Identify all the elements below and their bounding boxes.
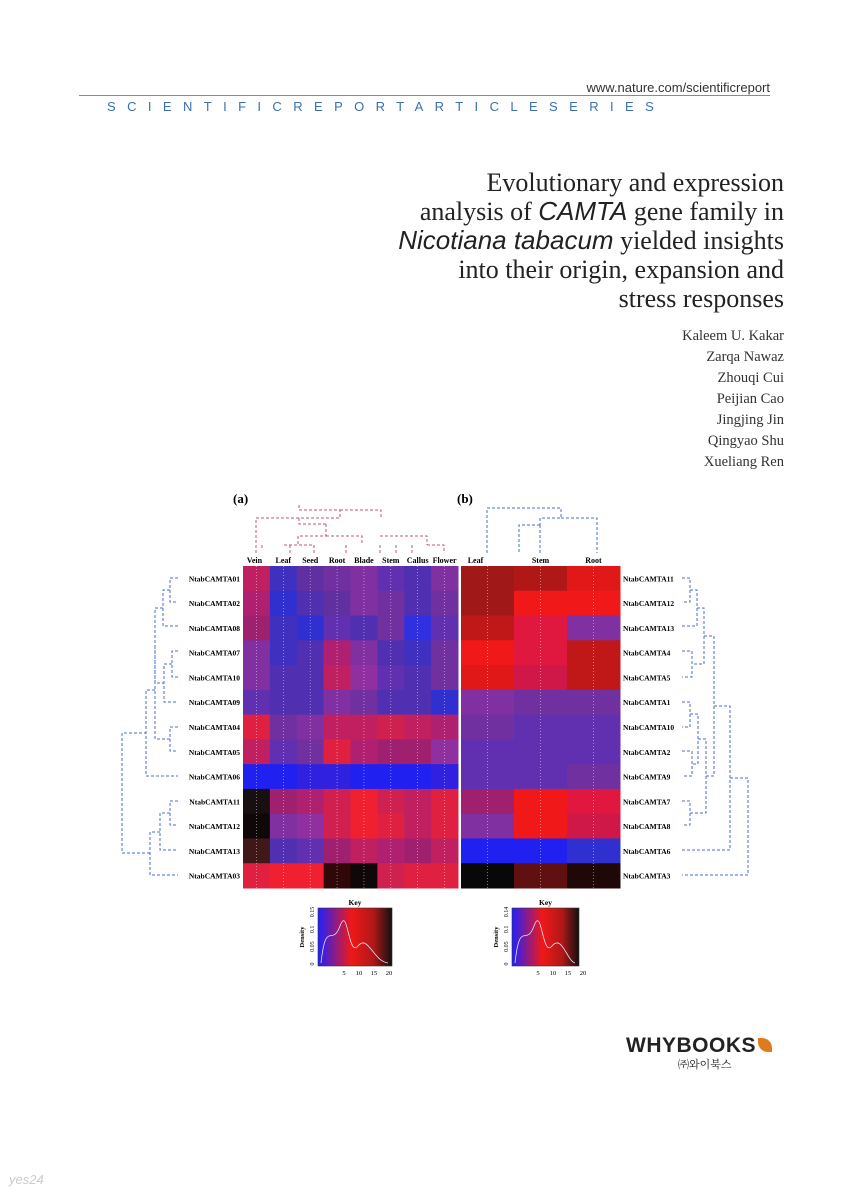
row-label-b: NtabCAMTA10 bbox=[623, 723, 675, 732]
journal-url[interactable]: www.nature.com/scientificreport bbox=[586, 80, 770, 95]
row-label-a: NtabCAMTA08 bbox=[188, 623, 240, 633]
heatmap-b-cell bbox=[514, 789, 568, 814]
column-label-b: Stem bbox=[531, 556, 550, 565]
heatmap-a-cell bbox=[351, 715, 378, 740]
dendrogram-left-a bbox=[170, 727, 178, 751]
key-xtick: 5 bbox=[342, 970, 346, 977]
heatmap-a-cell bbox=[243, 789, 270, 814]
row-label-b: NtabCAMTA3 bbox=[623, 871, 671, 881]
publisher-logo: WHYBOOKS ㈜와이북스 bbox=[626, 1034, 772, 1072]
row-label-b: NtabCAMTA7 bbox=[623, 797, 671, 807]
heatmap-b-cell bbox=[567, 814, 621, 839]
heatmap-a-cell bbox=[351, 616, 378, 641]
heatmap-b-cell bbox=[461, 814, 515, 839]
heatmap-b-cell bbox=[514, 715, 568, 740]
dendrogram-top-a bbox=[298, 524, 326, 545]
row-label-a: NtabCAMTA11 bbox=[189, 797, 240, 807]
dendrogram-right-b bbox=[682, 778, 748, 875]
row-label-a: NtabCAMTA12 bbox=[188, 822, 240, 832]
key-xtick: 20 bbox=[579, 970, 587, 977]
key-ytick: 0.05 bbox=[310, 941, 316, 952]
heatmap-a-cell bbox=[377, 789, 404, 814]
heatmap-b-cell bbox=[514, 814, 568, 839]
heatmap-b-cell bbox=[567, 616, 621, 641]
row-label-a: NtabCAMTA05 bbox=[188, 747, 240, 757]
column-label-a: Seed bbox=[302, 556, 319, 565]
dendrogram-top-a bbox=[346, 545, 380, 553]
title-line-3: Nicotiana tabacum yielded insights bbox=[398, 225, 784, 255]
heatmap-b-cell bbox=[567, 789, 621, 814]
column-label-a: Blade bbox=[354, 556, 374, 565]
dendrogram-top-b bbox=[561, 518, 597, 553]
row-label-b: NtabCAMTA9 bbox=[623, 772, 671, 782]
heatmap-a-cell bbox=[351, 814, 378, 839]
dendrogram-left-a bbox=[164, 664, 178, 702]
dendrogram-top-a bbox=[256, 503, 340, 553]
color-key-bar bbox=[318, 908, 392, 966]
row-label-b: NtabCAMTA12 bbox=[623, 599, 675, 609]
heatmap-a-cell bbox=[431, 616, 458, 641]
key-ytick: 0 bbox=[310, 962, 316, 966]
heatmap-a-cell bbox=[324, 715, 351, 740]
heatmap-a-cell bbox=[324, 690, 351, 715]
dendrogram-right-b bbox=[682, 578, 690, 602]
heatmap-a-cell bbox=[297, 616, 324, 641]
dendrogram-left-a bbox=[172, 651, 178, 677]
heatmap-a-cell bbox=[297, 715, 324, 740]
heatmap-a-cell bbox=[270, 715, 297, 740]
column-label-a: Flower bbox=[432, 556, 457, 565]
dendrogram-left-a bbox=[146, 690, 178, 776]
heatmap-a-cell bbox=[270, 616, 297, 641]
dendrogram-top-a bbox=[380, 536, 427, 545]
heatmap-a-cell bbox=[431, 814, 458, 839]
heatmap-a-cell bbox=[243, 814, 270, 839]
dendrogram-left-a bbox=[170, 801, 178, 825]
heatmap-a-cell bbox=[351, 789, 378, 814]
heatmap-a-cell bbox=[404, 591, 431, 616]
heatmap-a-cell bbox=[377, 616, 404, 641]
heatmap-a-cell bbox=[377, 814, 404, 839]
dendrogram-top-a bbox=[299, 518, 326, 524]
row-label-a: NtabCAMTA07 bbox=[188, 648, 240, 658]
row-label-a: NtabCAMTA02 bbox=[188, 599, 240, 609]
dendrogram-top-a bbox=[284, 545, 314, 553]
dendrogram-left-a bbox=[155, 645, 170, 739]
dendrogram-top-a bbox=[326, 536, 362, 545]
heatmap-a-cell bbox=[324, 616, 351, 641]
author: Zarqa Nawaz bbox=[706, 349, 784, 365]
heatmap-a-cell bbox=[377, 690, 404, 715]
row-label-b: NtabCAMTA11 bbox=[623, 574, 674, 584]
title-line-5: stress responses bbox=[618, 284, 784, 313]
row-label-a: NtabCAMTA06 bbox=[188, 772, 240, 782]
row-label-b: NtabCAMTA2 bbox=[623, 747, 671, 757]
row-label-a: NtabCAMTA13 bbox=[188, 846, 240, 856]
dendrogram-right-b bbox=[682, 702, 690, 727]
heatmap-a-cell bbox=[351, 690, 378, 715]
heatmap-a-cell bbox=[404, 814, 431, 839]
row-label-b: NtabCAMTA4 bbox=[623, 648, 671, 658]
panel-b-label: (b) bbox=[457, 491, 473, 506]
heatmap-a-cell bbox=[431, 690, 458, 715]
heatmap-a-cell bbox=[243, 690, 270, 715]
dendrogram-right-b bbox=[682, 751, 692, 776]
heatmap-b-cell bbox=[514, 690, 568, 715]
dendrogram-right-b bbox=[690, 739, 706, 813]
dendrogram-right-b bbox=[690, 714, 698, 764]
column-label-a: Vein bbox=[246, 556, 263, 565]
heatmap-a-cell bbox=[431, 591, 458, 616]
heatmap-a-cell bbox=[404, 789, 431, 814]
key-title: Key bbox=[539, 898, 552, 907]
column-label-a: Leaf bbox=[275, 556, 292, 565]
author: Kaleem U. Kakar bbox=[682, 328, 784, 344]
heatmap-a-cell bbox=[431, 789, 458, 814]
dendrogram-right-b bbox=[692, 608, 704, 664]
key-xtick: 20 bbox=[385, 970, 393, 977]
heatmap-a-cell bbox=[297, 591, 324, 616]
row-label-b: NtabCAMTA6 bbox=[623, 846, 671, 856]
dendrogram-top-a bbox=[396, 545, 444, 553]
row-label-b: NtabCAMTA5 bbox=[623, 673, 671, 683]
key-ytick: 0.14 bbox=[504, 906, 510, 918]
key-title: Key bbox=[348, 898, 362, 907]
heatmap-b-cell bbox=[461, 616, 515, 641]
heatmap-a-cell bbox=[404, 690, 431, 715]
heatmap-a-cell bbox=[297, 690, 324, 715]
heatmap-a-cell bbox=[377, 591, 404, 616]
column-label-b: Root bbox=[585, 556, 602, 565]
heatmap-a-cell bbox=[243, 591, 270, 616]
heatmap-a-cell bbox=[431, 715, 458, 740]
dendrogram-top-b bbox=[519, 525, 540, 553]
column-label-b: Leaf bbox=[467, 556, 484, 565]
heatmap-a-cell bbox=[297, 789, 324, 814]
row-label-b: NtabCAMTA8 bbox=[623, 822, 671, 832]
row-label-a: NtabCAMTA03 bbox=[188, 871, 240, 881]
row-label-b: NtabCAMTA13 bbox=[623, 623, 675, 633]
title-line-2: analysis of CAMTA gene family in bbox=[419, 196, 784, 226]
author: Xueliang Ren bbox=[703, 454, 784, 470]
dendrogram-top-b bbox=[487, 508, 561, 553]
dendrogram-left-a bbox=[160, 813, 178, 850]
heatmap-b-cell bbox=[461, 715, 515, 740]
dendrogram-right-b bbox=[682, 651, 692, 677]
heatmap-a-cell bbox=[324, 789, 351, 814]
key-ytick: 0.1 bbox=[504, 925, 510, 934]
key-xtick: 10 bbox=[355, 970, 363, 977]
key-ytick: 0.1 bbox=[310, 925, 316, 934]
heatmap-a-cell bbox=[377, 715, 404, 740]
dendrogram-top-a bbox=[340, 510, 381, 518]
heatmap-b-cell bbox=[461, 591, 515, 616]
key-xtick: 10 bbox=[549, 970, 557, 977]
swoosh-icon bbox=[758, 1038, 772, 1052]
row-label-a: NtabCAMTA04 bbox=[188, 723, 240, 732]
key-ylabel: Density bbox=[299, 926, 306, 948]
heatmap-a-cell bbox=[270, 814, 297, 839]
dendrogram-left-a bbox=[170, 578, 178, 602]
key-xtick: 15 bbox=[564, 970, 572, 977]
dendrogram-right-b bbox=[682, 801, 690, 825]
heatmap-b-cell bbox=[461, 789, 515, 814]
author: Zhouqi Cui bbox=[717, 370, 784, 386]
heatmap-a-cell bbox=[270, 690, 297, 715]
key-ytick: 0 bbox=[504, 962, 510, 966]
heatmap-a-cell bbox=[243, 616, 270, 641]
heatmap-a-cell bbox=[243, 715, 270, 740]
row-label-a: NtabCAMTA01 bbox=[188, 574, 240, 584]
heatmap-a-cell bbox=[324, 591, 351, 616]
key-ytick: 0.15 bbox=[310, 906, 316, 918]
dendrogram-left-a bbox=[150, 832, 178, 875]
author: Qingyao Shu bbox=[707, 433, 784, 449]
heatmap-b-cell bbox=[567, 715, 621, 740]
heatmap-a-cell bbox=[270, 789, 297, 814]
row-label-b: NtabCAMTA1 bbox=[623, 698, 671, 708]
heatmap-a-cell bbox=[297, 814, 324, 839]
watermark: yes24 bbox=[9, 1172, 44, 1187]
heatmap-b-cell bbox=[461, 690, 515, 715]
key-xtick: 15 bbox=[370, 970, 378, 977]
key-ytick: 0.05 bbox=[504, 941, 510, 952]
row-label-a: NtabCAMTA10 bbox=[188, 673, 240, 683]
heatmap-b-cell bbox=[514, 616, 568, 641]
heatmap-a-cell bbox=[324, 814, 351, 839]
heatmap-a-cell bbox=[270, 591, 297, 616]
key-xtick: 5 bbox=[536, 970, 540, 977]
heatmap-b-cell bbox=[567, 690, 621, 715]
heatmap-a-cell bbox=[404, 616, 431, 641]
row-label-a: NtabCAMTA09 bbox=[188, 698, 240, 708]
heatmap-b-cell bbox=[514, 591, 568, 616]
column-label-a: Callus bbox=[406, 556, 429, 565]
column-label-a: Root bbox=[328, 556, 346, 565]
column-label-a: Stem bbox=[382, 556, 400, 565]
heatmap-a-cell bbox=[404, 715, 431, 740]
heatmap-a-cell bbox=[351, 591, 378, 616]
title-line-4: into their origin, expansion and bbox=[458, 255, 784, 284]
title-line-1: Evolutionary and expression bbox=[486, 168, 784, 197]
dendrogram-right-b bbox=[704, 636, 714, 776]
panel-a-label: (a) bbox=[233, 491, 249, 506]
heatmap-b-cell bbox=[567, 591, 621, 616]
author: Jingjing Jin bbox=[716, 412, 784, 428]
key-ylabel: Density bbox=[493, 926, 500, 948]
author: Peijian Cao bbox=[716, 391, 784, 407]
series-banner: SCIENTIFICREPORTARTICLESERIES bbox=[107, 99, 666, 114]
